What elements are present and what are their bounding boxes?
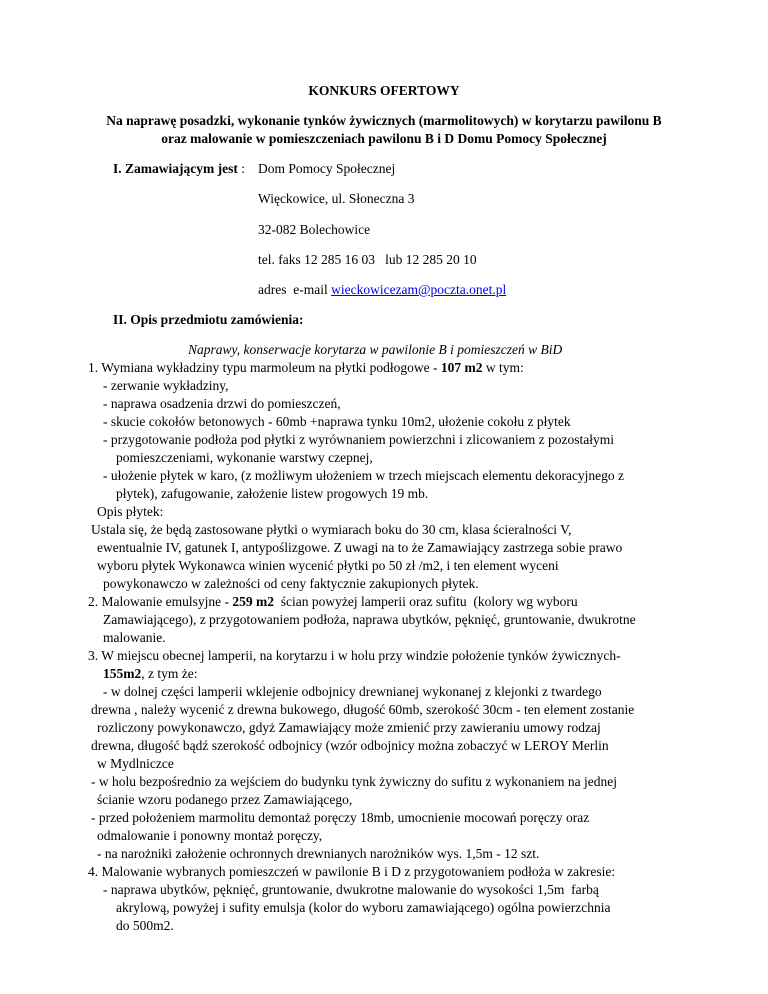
- item1-area: 107 m2: [440, 360, 483, 375]
- section1-row: [113, 160, 245, 177]
- item3-line: rozliczony powykonawczo, gdyż Zamawiający może zmienić przy zawieraniu umowy rodzaj: [97, 720, 601, 735]
- section2-subheading: Naprawy, konserwacje korytarza w pawilonie B i pomieszczeń w BiD: [188, 342, 563, 357]
- item3-line: - w holu bezpośrednio za wejściem do budynku tynk żywiczny do sufitu z wykonaniem na jednej: [91, 774, 617, 789]
- org-address: Więckowice, ul. Słoneczna 3: [258, 191, 415, 206]
- org-email-row: [258, 281, 506, 298]
- item2-line: malowanie.: [103, 630, 166, 645]
- item4-line: akrylową, powyżej i sufity emulsja (kolor do wyboru zamawiającego) ogólna powierzchnia: [116, 900, 611, 915]
- org-postal: 32-082 Bolechowice: [258, 222, 371, 237]
- item1-line: - ułożenie płytek w karo, (z możliwym ułożeniem w trzech miejscach elementu dekoracyjnego z: [103, 468, 625, 483]
- org-phone: tel. faks 12 285 16 03 lub 12 285 20 10: [258, 252, 477, 267]
- item4-line: do 500m2.: [116, 918, 174, 933]
- item2-area: 259 m2: [232, 594, 274, 609]
- tiles-desc-line: Ustala się, że będą zastosowane płytki o wymiarach boku do 30 cm, klasa ścieralności V,: [91, 522, 572, 537]
- item3-line: drewna , należy wycenić z drewna bukowego, długość 60mb, szerokość 30cm - ten element zostanie: [91, 702, 635, 717]
- item3-heading: 3. W miejscu obecnej lamperii, na korytarzu i w holu przy windzie położenie tynków żywicznych-: [88, 648, 621, 663]
- subtitle-line-1: Na naprawę posadzki, wykonanie tynków żywicznych (marmolitowych) w korytarzu pawilonu B: [106, 113, 662, 128]
- item2-post: ścian powyżej lamperii oraz sufitu (kolory wg wyboru: [273, 594, 578, 609]
- item3-line: drewna, długość bądź szerokość odbojnicy (wzór odbojnicy można zobaczyć w LEROY Merlin: [91, 738, 609, 753]
- item2-pre: 2. Malowanie emulsyjne -: [88, 594, 233, 609]
- email-label: adres e-mail: [258, 282, 332, 297]
- item3-post: , z tym że:: [141, 666, 198, 681]
- item3-area: 155m2: [103, 666, 142, 681]
- item3-line: ścianie wzoru podanego przez Zamawiającego,: [97, 792, 353, 807]
- item3-area-row: [103, 665, 197, 682]
- page-title: KONKURS OFERTOWY: [308, 83, 460, 98]
- item3-line: - przed położeniem marmolitu demontaż poręczy 18mb, umocnienie mocowań poręczy oraz: [91, 810, 590, 825]
- item1-line: płytek), zafugowanie, założenie listew progowych 19 mb.: [116, 486, 429, 501]
- item3-line: - w dolnej części lamperii wklejenie odbojnicy drewnianej wykonanej z klejonki z twardego: [103, 684, 602, 699]
- item1-line: - zerwanie wykładziny,: [103, 378, 229, 393]
- item3-line: odmalowanie i ponowny montaż poręczy,: [97, 828, 323, 843]
- item1-post: w tym:: [482, 360, 524, 375]
- item3-line: - na narożniki założenie ochronnych drewnianych narożników wys. 1,5m - 12 szt.: [97, 846, 540, 861]
- email-link[interactable]: wieckowicezam@poczta.onet.pl: [331, 282, 507, 297]
- org-name: Dom Pomocy Społecznej: [258, 161, 396, 176]
- tiles-desc-title: Opis płytek:: [97, 504, 164, 519]
- item1-line: - naprawa osadzenia drzwi do pomieszczeń,: [103, 396, 341, 411]
- subtitle-line-2: oraz malowanie w pomieszczeniach pawilonu B i D Domu Pomocy Społecznej: [161, 131, 607, 146]
- tiles-desc-line: powykonawczo w zależności od ceny faktycznie zakupionych płytek.: [103, 576, 479, 591]
- item2-line: Zamawiającego), z przygotowaniem podłoża, naprawa ubytków, pęknięć, gruntowanie, dwukrotne: [103, 612, 636, 627]
- section2-heading: II. Opis przedmiotu zamówienia:: [113, 312, 304, 327]
- item1-line: - skucie cokołów betonowych - 60mb +naprawa tynku 10m2, ułożenie cokołu z płytek: [103, 414, 571, 429]
- tiles-desc-line: ewentualnie IV, gatunek I, antypoślizgowe. Z uwagi na to że Zamawiający zastrzega sobie prawo: [97, 540, 623, 555]
- item3-line: w Mydlniczce: [97, 756, 174, 771]
- item1-line: - przygotowanie podłoża pod płytki z wyrównaniem powierzchni i zlicowaniem z pozostałymi: [103, 432, 614, 447]
- item1-heading: [88, 359, 524, 376]
- item2-heading: [88, 593, 578, 610]
- item4-line: - naprawa ubytków, pęknięć, gruntowanie, dwukrotne malowanie do wysokości 1,5m farbą: [103, 882, 599, 897]
- item1-pre: 1. Wymiana wykładziny typu marmoleum na płytki podłogowe -: [88, 360, 441, 375]
- section1-separator: :: [241, 161, 245, 176]
- item1-line: pomieszczeniami, wykonanie warstwy czepnej,: [116, 450, 373, 465]
- section1-heading: I. Zamawiającym jest: [113, 161, 238, 176]
- tiles-desc-line: wyboru płytek Wykonawca winien wycenić płytki po 50 zł /m2, i ten element wyceni: [97, 558, 559, 573]
- item4-heading: 4. Malowanie wybranych pomieszczeń w pawilonie B i D z przygotowaniem podłoża w zakresie:: [88, 864, 616, 879]
